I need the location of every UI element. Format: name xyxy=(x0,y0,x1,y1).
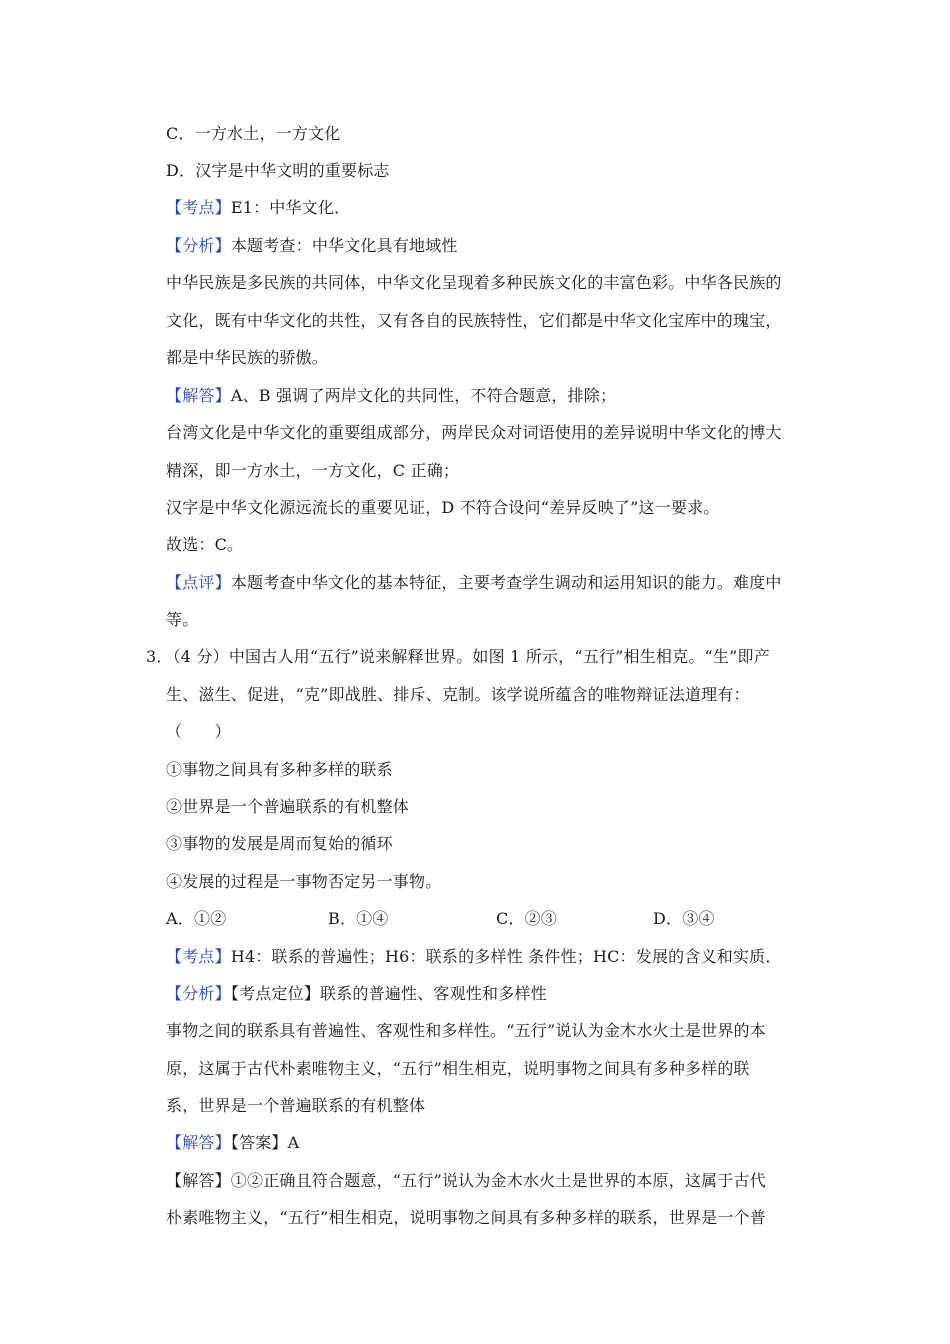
option-c: C．②③ xyxy=(496,909,558,928)
dianping-text: 本题考查中华文化的基本特征，主要考查学生调动和运用知识的能力。难度中 xyxy=(230,573,782,592)
option-d: D．③④ xyxy=(653,909,715,928)
kaodian-label: 【考点】 xyxy=(166,947,231,966)
jieda-body-line: 台湾文化是中华文化的重要组成部分，两岸民众对词语使用的差异说明中华文化的博大 xyxy=(166,423,782,442)
kaodian-label: 【考点】 xyxy=(166,198,231,217)
statement-3: ③事物的发展是周而复始的循环 xyxy=(166,834,393,853)
dianping-label: 【点评】 xyxy=(166,573,231,592)
answer-text: 【答案】A xyxy=(230,1133,300,1152)
jieda-body-line: 精深，即一方水土，一方文化，C 正确； xyxy=(166,461,460,480)
fenxi-line xyxy=(166,984,547,1004)
option-b: B．①④ xyxy=(328,909,389,928)
statement-4: ④发展的过程是一事物否定另一事物。 xyxy=(166,872,442,891)
jieda-body-line: 汉字是中华文化源远流长的重要见证，D 不符合设问“差异反映了”这一要求。 xyxy=(166,498,720,517)
question-3-stem xyxy=(146,647,770,667)
fenxi-label: 【分析】 xyxy=(166,984,231,1003)
dianping-line xyxy=(166,573,782,593)
option-c: C．一方水土，一方文化 xyxy=(166,124,341,143)
jieda-text: A、B 强调了两岸文化的共同性，不符合题意，排除； xyxy=(230,386,617,405)
jieda-label: 【解答】 xyxy=(166,1133,231,1152)
fenxi-body-line: 文化，既有中华文化的共性，又有各自的民族特性，它们都是中华文化宝库中的瑰宝， xyxy=(166,311,782,330)
kaodian-line xyxy=(166,198,350,218)
statement-1: ①事物之间具有多种多样的联系 xyxy=(166,760,393,779)
question-stem-line: 生、滋生、促进，“克”即战胜、排斥、克制。该学说所蕴含的唯物辩证法道理有： xyxy=(166,685,750,704)
option-a: A．①② xyxy=(166,909,227,928)
jieda-detail-line: 【解答】①②正确且符合题意，“五行”说认为金木水火土是世界的本原，这属于古代 xyxy=(166,1171,766,1190)
kaodian-text: H4：联系的普遍性；H6：联系的多样性 条件性；HC：发展的含义和实质． xyxy=(230,947,782,966)
answer-options xyxy=(166,909,715,929)
jieda-body-line: 故选：C。 xyxy=(166,535,244,554)
fenxi-body-line: 都是中华民族的骄傲。 xyxy=(166,348,329,367)
jieda-label: 【解答】 xyxy=(166,386,231,405)
fenxi-text: 本题考查：中华文化具有地域性 xyxy=(230,236,458,255)
fenxi-body-line: 事物之间的联系具有普遍性、客观性和多样性。“五行”说认为金木水火土是世界的本 xyxy=(166,1021,766,1040)
kaodian-line xyxy=(166,947,782,967)
question-number: 3． xyxy=(146,647,173,666)
fenxi-body-line: 原，这属于古代朴素唯物主义，“五行”相生相克，说明事物之间具有多种多样的联 xyxy=(166,1059,750,1078)
statement-2: ②世界是一个普遍联系的有机整体 xyxy=(166,797,410,816)
jieda-detail-line: 朴素唯物主义，“五行”相生相克，说明事物之间具有多种多样的联系，世界是一个普 xyxy=(166,1208,766,1227)
kaodian-text: E1：中华文化． xyxy=(230,198,351,217)
jieda-answer-line xyxy=(166,1133,299,1153)
fenxi-body-line: 中华民族是多民族的共同体，中华文化呈现着多种民族文化的丰富色彩。中华各民族的 xyxy=(166,273,782,292)
fenxi-line xyxy=(166,236,458,256)
fenxi-body-line: 系，世界是一个普遍联系的有机整体 xyxy=(166,1096,426,1115)
answer-blank: （ ） xyxy=(166,722,231,741)
jieda-line xyxy=(166,386,616,406)
question-stem-line: （4 分）中国古人用“五行”说来解释世界。如图 1 所示，“五行”相生相克。“生”即产 xyxy=(172,647,770,666)
option-d: D．汉字是中华文明的重要标志 xyxy=(166,161,390,180)
fenxi-label: 【分析】 xyxy=(166,236,231,255)
fenxi-text: 【考点定位】联系的普遍性、客观性和多样性 xyxy=(230,984,547,1003)
dianping-body-line: 等。 xyxy=(166,610,199,629)
